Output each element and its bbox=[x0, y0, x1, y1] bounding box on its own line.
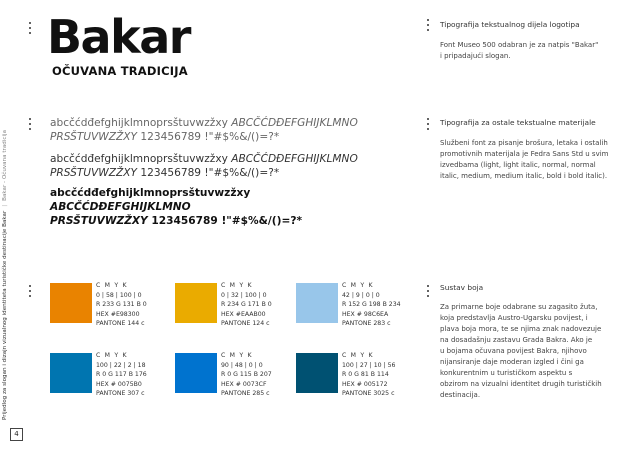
cmyk-label: C M Y K bbox=[96, 282, 128, 289]
section-marker-dots bbox=[427, 19, 430, 34]
pantone-value: PANTONE 3025 c bbox=[342, 390, 395, 398]
note-colors-title: Sustav boja bbox=[440, 283, 484, 292]
pantone-value: PANTONE 144 c bbox=[96, 320, 145, 328]
color-spec bbox=[221, 281, 296, 329]
sample-digits: 123456789 !"#$%&/()=?* bbox=[140, 167, 280, 179]
note-other-typography-body bbox=[440, 138, 608, 182]
page-number: 4 bbox=[10, 428, 23, 441]
side-caption-secondary: Bakar - Očuvana tradicija bbox=[2, 130, 8, 201]
hex-value: HEX # 0075B0 bbox=[96, 380, 142, 388]
hex-value: HEX # 98C6EA bbox=[342, 310, 389, 318]
cmyk-label: C M Y K bbox=[342, 352, 374, 359]
hex-value: HEX # 0073CF bbox=[221, 380, 267, 388]
side-caption bbox=[2, 100, 8, 420]
rgb-values: R 234 G 171 B 0 bbox=[221, 301, 272, 309]
color-spec bbox=[342, 281, 417, 329]
cmyk-values: 0 | 58 | 100 | 0 bbox=[96, 291, 142, 299]
cmyk-label: C M Y K bbox=[342, 282, 374, 289]
pantone-value: PANTONE 283 c bbox=[342, 320, 391, 328]
note-line: i pripadajući slogan. bbox=[440, 52, 511, 60]
cmyk-values: 0 | 32 | 100 | 0 bbox=[221, 291, 267, 299]
note-other-typography-title: Tipografija za ostale tekstualne materijale bbox=[440, 118, 596, 127]
rgb-values: R 0 G 117 B 176 bbox=[96, 371, 147, 379]
color-swatch-yellow bbox=[175, 283, 217, 323]
side-caption-main: Prijedlog za slogan i dizajn vizualnog identiteta turističke destinacije Bakar bbox=[2, 210, 8, 420]
logo-slogan: OČUVANA TRADICIJA bbox=[52, 64, 188, 78]
sample-uppercase-italic: ABCČĆDĐEFGHIJKLMNO bbox=[50, 201, 191, 213]
note-line: Font Museo 500 odabran je za natpis "Bakar" bbox=[440, 41, 599, 49]
logo-wordmark: Bakar bbox=[47, 10, 190, 64]
note-line: izvedbama (light, light italic, normal, normal bbox=[440, 161, 596, 169]
section-marker-dots bbox=[29, 118, 32, 133]
sample-uppercase-italic: PRSŠTUVWZŽXY bbox=[50, 131, 138, 143]
color-swatch-blue bbox=[50, 353, 92, 393]
sample-uppercase-italic: ABCČĆDĐEFGHIJKLMNO bbox=[231, 153, 358, 165]
type-sample-bold bbox=[50, 186, 380, 228]
section-marker-dots bbox=[427, 285, 430, 300]
rgb-values: R 0 G 81 B 114 bbox=[342, 371, 389, 379]
color-swatch-orange bbox=[50, 283, 92, 323]
note-line: nijansiranje daje moderan izgled i čini ga bbox=[440, 358, 584, 366]
note-line: konkurentnim u turističkom aspektu s bbox=[440, 369, 573, 377]
note-line: Za primarne boje odabrane su zagasito žuta, bbox=[440, 303, 598, 311]
note-line: obzirom na vizualni identitet drugih turističkih bbox=[440, 380, 602, 388]
note-line: destinacija. bbox=[440, 391, 481, 399]
cmyk-label: C M Y K bbox=[96, 352, 128, 359]
color-swatch-bright-blue bbox=[175, 353, 217, 393]
cmyk-values: 100 | 22 | 2 | 18 bbox=[96, 361, 146, 369]
pantone-value: PANTONE 285 c bbox=[221, 390, 270, 398]
sample-digits: 123456789 !"#$%&/()=?* bbox=[151, 215, 303, 227]
cmyk-label: C M Y K bbox=[221, 352, 253, 359]
type-sample-regular bbox=[50, 152, 380, 180]
cmyk-values: 100 | 27 | 10 | 56 bbox=[342, 361, 396, 369]
rgb-values: R 152 G 198 B 234 bbox=[342, 301, 401, 309]
cmyk-values: 90 | 48 | 0 | 0 bbox=[221, 361, 263, 369]
note-logo-typography-title: Tipografija tekstualnog dijela logotipa bbox=[440, 20, 580, 29]
rgb-values: R 233 G 131 B 0 bbox=[96, 301, 147, 309]
color-spec bbox=[96, 281, 171, 329]
cmyk-label: C M Y K bbox=[221, 282, 253, 289]
sample-uppercase-italic: PRSŠTUVWZŽXY bbox=[50, 215, 148, 227]
note-colors-body bbox=[440, 302, 602, 401]
type-sample-light bbox=[50, 116, 380, 144]
section-marker-dots bbox=[29, 22, 32, 37]
note-line: na dosadašnju zastavu Grada Bakra. Ako je bbox=[440, 336, 593, 344]
color-spec bbox=[96, 351, 171, 399]
color-swatch-light-blue bbox=[296, 283, 338, 323]
sample-lowercase: abcčćdđefghijklmnoprsštuvwzžxy bbox=[50, 117, 228, 129]
note-line: promotivnih materijala je Fedra Sans Std u svim bbox=[440, 150, 609, 158]
note-line: italic, medium, medium italic, bold i bold italic). bbox=[440, 172, 608, 180]
rgb-values: R 0 G 115 B 207 bbox=[221, 371, 272, 379]
sample-uppercase-italic: ABCČĆDĐEFGHIJKLMNO bbox=[231, 117, 358, 129]
color-spec bbox=[221, 351, 296, 399]
hex-value: HEX #EAAB00 bbox=[221, 310, 266, 318]
sample-lowercase: abcčćdđefghijklmnoprsštuvwzžxy bbox=[50, 153, 228, 165]
hex-value: HEX #E98300 bbox=[96, 310, 140, 318]
note-line: koja predstavlja Austro-Ugarsku povijest, i bbox=[440, 314, 588, 322]
pantone-value: PANTONE 124 c bbox=[221, 320, 270, 328]
hex-value: HEX # 005172 bbox=[342, 380, 388, 388]
color-spec bbox=[342, 351, 417, 399]
note-line: Službeni font za pisanje brošura, letaka i ostalih bbox=[440, 139, 608, 147]
note-line: plava boja mora, te se njima znak nadovezuje bbox=[440, 325, 602, 333]
sample-lowercase: abcčćdđefghijklmnoprsštuvwzžxy bbox=[50, 187, 251, 199]
section-marker-dots bbox=[427, 118, 430, 133]
sample-digits: 123456789 !"#$%&/()=?* bbox=[140, 131, 280, 143]
color-swatch-dark-blue bbox=[296, 353, 338, 393]
pantone-value: PANTONE 307 c bbox=[96, 390, 145, 398]
sample-uppercase-italic: PRSŠTUVWZŽXY bbox=[50, 167, 138, 179]
note-logo-typography-body bbox=[440, 40, 598, 62]
section-marker-dots bbox=[29, 285, 32, 300]
side-caption-separator: | bbox=[2, 204, 8, 207]
cmyk-values: 42 | 9 | 0 | 0 bbox=[342, 291, 380, 299]
note-line: u bojama očuvana povijest Bakra, njihovo bbox=[440, 347, 587, 355]
